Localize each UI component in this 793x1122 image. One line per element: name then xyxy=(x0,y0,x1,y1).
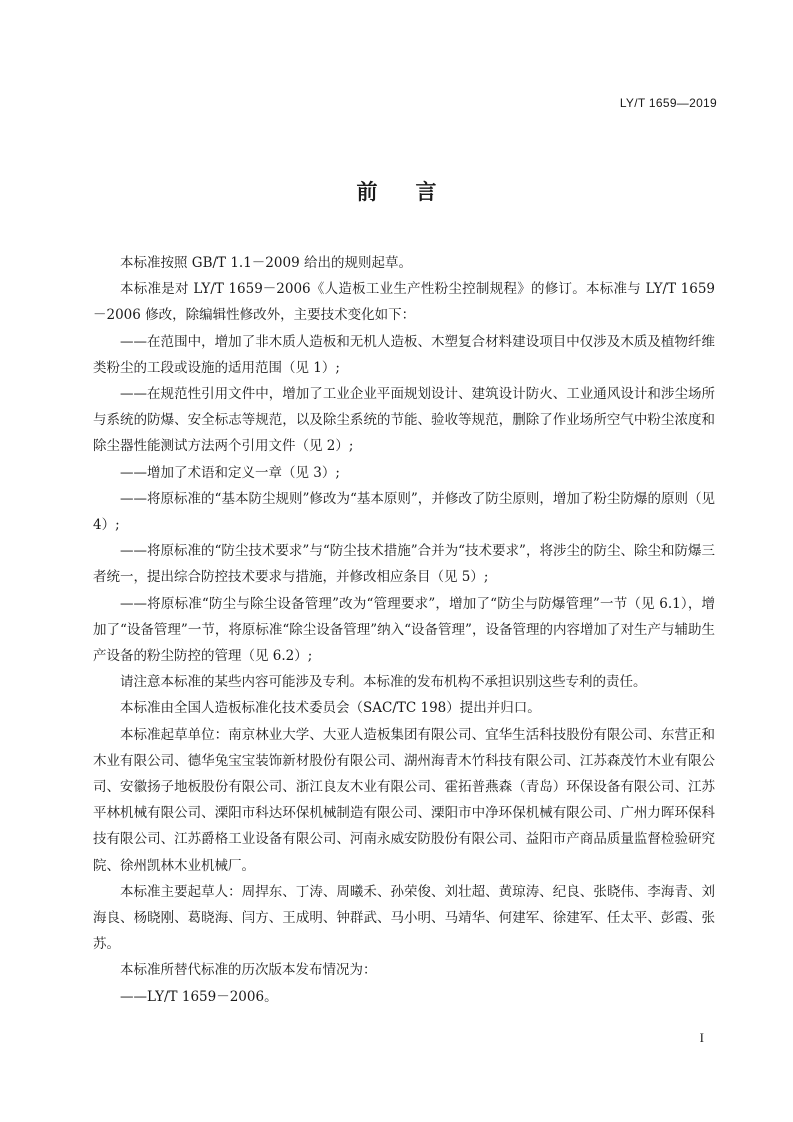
page-number: I xyxy=(699,1030,704,1045)
change-item-technical-requirements: ——将原标准的“防尘技术要求”与“防尘技术措施”合并为“技术要求”，将涉尘的防尘、除尘和防爆三者统一，提出综合防控技术要求与措施，并修改相应条目（见 5）; xyxy=(93,543,715,586)
paragraph-previous-editions: 本标准所替代标准的历次版本发布情况为： xyxy=(120,962,377,979)
previous-edition-item: ——LY/T 1659－2006。 xyxy=(120,988,278,1005)
change-item-management-requirements: ——将原标准“防尘与除尘设备管理”改为“管理要求”，增加了“防尘与防爆管理”一节（见 6.1），增加了“设备管理”一节，将原标准“除尘设备管理”纳入“设备管理”，设备管理的内容增加了对生产与辅助生产设备的粉尘防控的管理（见 6.2）; xyxy=(93,595,715,665)
standard-code: LY/T 1659—2019 xyxy=(619,96,717,110)
paragraph-drafting-rule: 本标准按照 GB/T 1.1－2009 给出的规则起草。 xyxy=(120,255,412,271)
preface-body xyxy=(93,250,715,1010)
change-item-terms: ——增加了术语和定义一章（见 3）; xyxy=(120,464,340,481)
change-item-basic-principles: ——将原标准的“基本防尘规则”修改为“基本原则”，并修改了防尘原则，增加了粉尘防爆的原则（见 4）; xyxy=(93,490,715,534)
paragraph-drafters: 本标准主要起草人：周捍东、丁涛、周曦禾、孙荣俊、刘壮超、黄琼涛、纪良、张晓伟、李海青、刘海良、杨晓刚、葛晓海、闫方、王成明、钟群武、马小明、马靖华、何建军、徐建军、任太平、彭霞、张苏。 xyxy=(93,883,715,953)
paragraph-patent-notice: 请注意本标准的某些内容可能涉及专利。本标准的发布机构不承担识别这些专利的责任。 xyxy=(120,674,647,691)
change-item-scope: ——在范围中，增加了非木质人造板和无机人造板、木塑复合材料建设项目中仅涉及木质及植物纤维类粉尘的工段或设施的适用范围（见 1）; xyxy=(93,333,715,376)
paragraph-revision-summary: 本标准是对 LY/T 1659－2006《人造板工业生产性粉尘控制规程》的修订。本标准与 LY/T 1659－2006 修改，除编辑性修改外，主要技术变化如下： xyxy=(93,281,715,324)
paragraph-proposer: 本标准由全国人造板标准化技术委员会（SAC/TC 198）提出并归口。 xyxy=(120,700,541,717)
change-item-normative-references: ——在规范性引用文件中，增加了工业企业平面规划设计、建筑设计防火、工业通风设计和涉尘场所与系统的防爆、安全标志等规范，以及除尘系统的节能、验收等规范，删除了作业场所空气中粉尘浓度和除尘器性能测试方法两个引用文件（见 2）; xyxy=(93,386,715,455)
paragraph-drafting-units: 本标准起草单位：南京林业大学、大亚人造板集团有限公司、宜华生活科技股份有限公司、东营正和木业有限公司、德华兔宝宝装饰新材股份有限公司、湖州海青木竹科技有限公司、江苏森茂竹木业有限公司、安徽扬子地板股份有限公司、浙江良友木业有限公司、霍拓普燕森（青岛）环保设备有限公司、江苏平林机械有限公司、溧阳市科达环保机械制造有限公司、溧阳市中净环保机械有限公司、广州力晖环保科技有限公司、江苏爵格工业设备有限公司、河南永威安防股份有限公司、益阳市产商品质量监督检验研究院、徐州凯林木业机械厂。 xyxy=(93,726,715,874)
page-title: 前言 xyxy=(356,179,475,204)
